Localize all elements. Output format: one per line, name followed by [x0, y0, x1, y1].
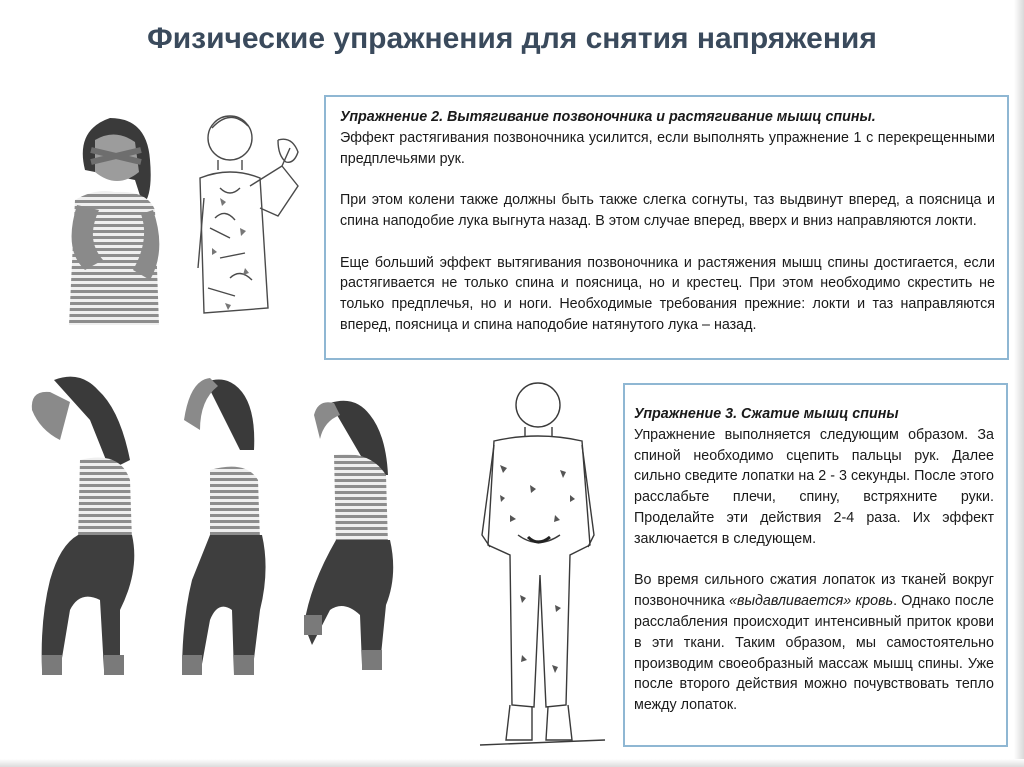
slide-edge-bottom [0, 759, 1024, 767]
exercise-2-paragraph-3: Еще больший эффект вытягивания позвоночника и растяжения мышц спины достигается, если растягивается не только спина и поясница, но и крестец. При этом необходимо скрестить не только предплечья, но и ноги. Необходимые требования прежние: локти и таз направляются вперед, поясница и спина наподобие натянутого лука – назад. [340, 254, 995, 333]
exercise-2-box [324, 95, 1009, 360]
exercise-3-box [623, 383, 1008, 747]
woman-squat-photo-2 [170, 370, 280, 690]
exercise-2-paragraph-2: При этом колени также должны быть также слегка согнуты, таз выдвинут вперед, а поясница и спина наподобие лука выгнута назад. В этом случае вперед, вверх и вниз направляются локти. [340, 192, 995, 229]
exercise-3-heading: Упражнение 3. Сжатие мышц спины [634, 406, 899, 422]
woman-crossed-arms-photo [55, 110, 175, 325]
exercise-3-paragraph-1: Упражнение выполняется следующим образом. За спиной необходимо сцепить пальцы рук. Далее сильно сведите лопатки на 2 - 3 секунды. После этого расслабьте плечи, спину, встряхните руки. Проделайте эти действия 2-4 раза. Их эффект заключается в следующем. [634, 426, 994, 547]
exercise-3-p2-start: Во время сильного сжатия лопаток из тканей вокруг позвоночника [634, 572, 994, 610]
exercise-2-heading: Упражнение 2. Вытягивание позвоночника и растягивание мышц спины. [340, 109, 876, 125]
page-title: Физические упражнения для снятия напряжения [147, 22, 877, 55]
exercise-3-p2-emphasis: «выдавливается» кровь [729, 593, 894, 610]
exercise-3-paragraph-2 [634, 570, 994, 716]
slide-edge-right [1014, 0, 1024, 767]
man-camo-raised-arms-sketch [190, 108, 315, 323]
man-back-view-sketch [470, 375, 615, 755]
woman-squat-photo-1 [20, 370, 145, 690]
woman-squat-photo-3 [300, 395, 400, 690]
exercise-2-paragraph-1: Эффект растягивания позвоночника усилится, если выполнять упражнение 1 с перекрещенными предплечьями рук. [340, 129, 995, 167]
exercise-3-p2-end: . Однако после расслабления происходит интенсивный приток крови в эти ткани. Таким образом, мы самостоятельно производим своеобразный массаж мышц спины. Уже после второго действия можно почувствовать тепло между лопаток. [634, 593, 994, 714]
